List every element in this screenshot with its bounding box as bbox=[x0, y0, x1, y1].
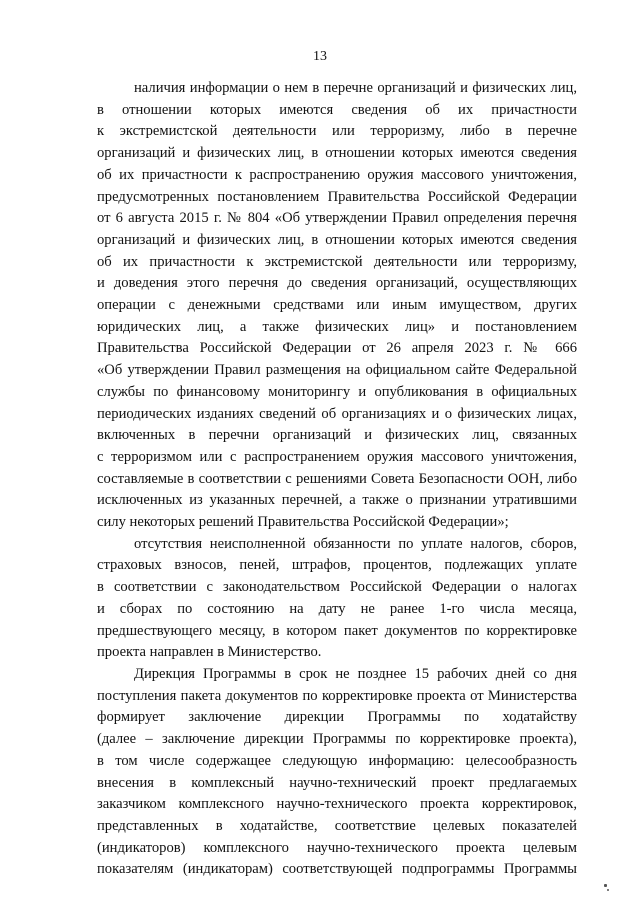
text-line: в том числе содержащее следующую информацию: целесообразность bbox=[97, 752, 577, 769]
text-line: предшествующего месяцу, в котором пакет документов по корректировке bbox=[97, 622, 577, 639]
text-line: формирует заключение дирекции Программы по ходатайству bbox=[97, 709, 577, 726]
text-line: поступления пакета документов по корректировке проекта от Министерства bbox=[97, 687, 577, 704]
text-line: операции с денежными средствами или иным имуществом, других bbox=[97, 297, 577, 314]
text-line: и доведения этого перечня до сведения организаций, осуществляющих bbox=[97, 275, 577, 292]
text-line: юридических лиц, а также физических лиц» и постановлением bbox=[97, 318, 577, 335]
text-line: предусмотренных постановлением Правительства Российской Федерации bbox=[97, 188, 577, 205]
text-line: с терроризмом или с распространением оружия массового уничтожения, bbox=[97, 448, 577, 465]
text-line: показателям (индикаторам) соответствующей подпрограммы Программы bbox=[97, 861, 577, 878]
text-line: организаций и физических лиц, в отношении которых имеются сведения bbox=[97, 145, 577, 162]
text-line: составляемые в соответствии с решениями Совета Безопасности ООН, либо bbox=[97, 470, 577, 487]
text-line: периодических изданиях сведений об организациях и о физических лицах, bbox=[97, 405, 577, 422]
page-number: 13 bbox=[313, 49, 327, 64]
text-line: в отношении которых имеются сведения об их причастности bbox=[97, 101, 577, 118]
text-line: (далее – заключение дирекции Программы по корректировке проекта), bbox=[97, 731, 577, 748]
scan-speck bbox=[604, 884, 607, 887]
text-line: (индикаторов) комплексного научно-технического проекта целевым bbox=[97, 839, 577, 856]
text-line: от 6 августа 2015 г. № 804 «Об утверждении Правил определения перечня bbox=[97, 210, 577, 227]
text-line: исключенных из указанных перечней, а также о признании утратившими bbox=[97, 492, 577, 509]
text-line: страховых взносов, пеней, штрафов, процентов, подлежащих уплате bbox=[97, 557, 577, 574]
text-line: отсутствия неисполненной обязанности по уплате налогов, сборов, bbox=[134, 535, 577, 552]
text-line: в соответствии с законодательством Российской Федерации о налогах bbox=[97, 579, 577, 596]
text-line: об их причастности к экстремистской деятельности или терроризму, bbox=[97, 253, 577, 270]
text-line: организаций и физических лиц, в отношении которых имеются сведения bbox=[97, 231, 577, 248]
text-line: внесения в комплексный научно-технический проект предлагаемых bbox=[97, 774, 577, 791]
body-text bbox=[97, 78, 577, 881]
text-line: об их причастности к распространению оружия массового уничтожения, bbox=[97, 166, 577, 183]
text-line: к экстремистской деятельности или терроризму, либо в перечне bbox=[97, 123, 577, 140]
text-line: заказчиком комплексного научно-технического проекта корректировок, bbox=[97, 796, 577, 813]
text-line: службы по финансовому мониторингу и опубликования в официальных bbox=[97, 383, 577, 400]
text-line: «Об утверждении Правил размещения на официальном сайте Федеральной bbox=[97, 362, 577, 379]
text-line: проекта направлен в Министерство. bbox=[97, 644, 322, 661]
text-line: включенных в перечни организаций и физических лиц, связанных bbox=[97, 427, 577, 444]
text-line: и сборах по состоянию на дату не ранее 1-го числа месяца, bbox=[97, 600, 577, 617]
text-line: наличия информации о нем в перечне организаций и физических лиц, bbox=[134, 80, 577, 96]
text-line: силу некоторых решений Правительства Российской Федерации»; bbox=[97, 514, 509, 531]
text-line: представленных в ходатайстве, соответствие целевых показателей bbox=[97, 817, 577, 834]
text-line: Правительства Российской Федерации от 26 апреля 2023 г. № 666 bbox=[97, 340, 577, 357]
scan-speck bbox=[607, 889, 609, 891]
text-line: Дирекция Программы в срок не позднее 15 рабочих дней со дня bbox=[134, 665, 577, 682]
